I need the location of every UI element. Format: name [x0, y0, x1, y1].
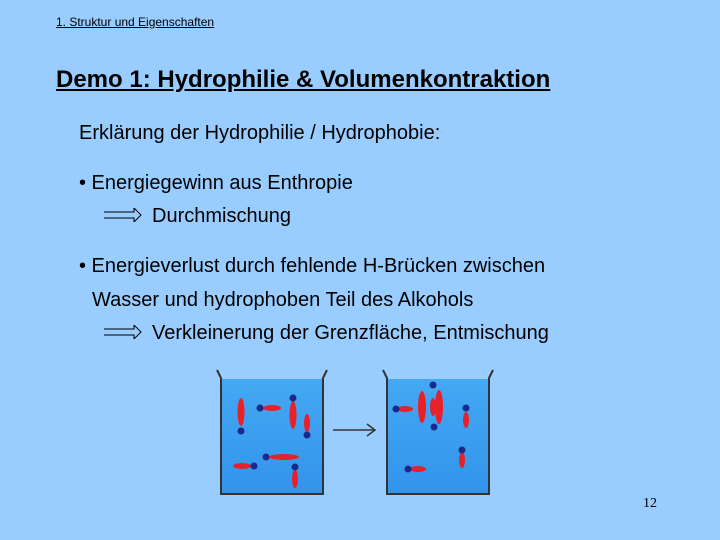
molecule — [418, 391, 426, 423]
subtitle: Erklärung der Hydrophilie / Hydrophobie: — [79, 122, 441, 144]
page-title: Demo 1: Hydrophilie & Volumenkontraktion — [56, 66, 551, 93]
bullet-1-result: Durchmischung — [152, 205, 291, 227]
molecule — [290, 395, 297, 430]
beaker-mixed — [217, 370, 327, 494]
page-number: 12 — [643, 496, 657, 511]
bullet-2-result: Verkleinerung der Grenzfläche, Entmischung — [152, 322, 549, 344]
bullet-1-text: • Energiegewinn aus Enthropie — [79, 172, 353, 194]
bullet-2-text-line2: Wasser und hydrophoben Teil des Alkohols — [92, 289, 474, 311]
molecule — [463, 405, 470, 429]
process-arrow-icon — [333, 424, 375, 436]
bullet-2-text-line1: • Energieverlust durch fehlende H-Brücken zwischen — [79, 255, 546, 277]
breadcrumb: 1. Struktur und Eigenschaften — [56, 15, 215, 29]
molecule — [238, 398, 245, 435]
beaker-separated — [383, 370, 493, 494]
